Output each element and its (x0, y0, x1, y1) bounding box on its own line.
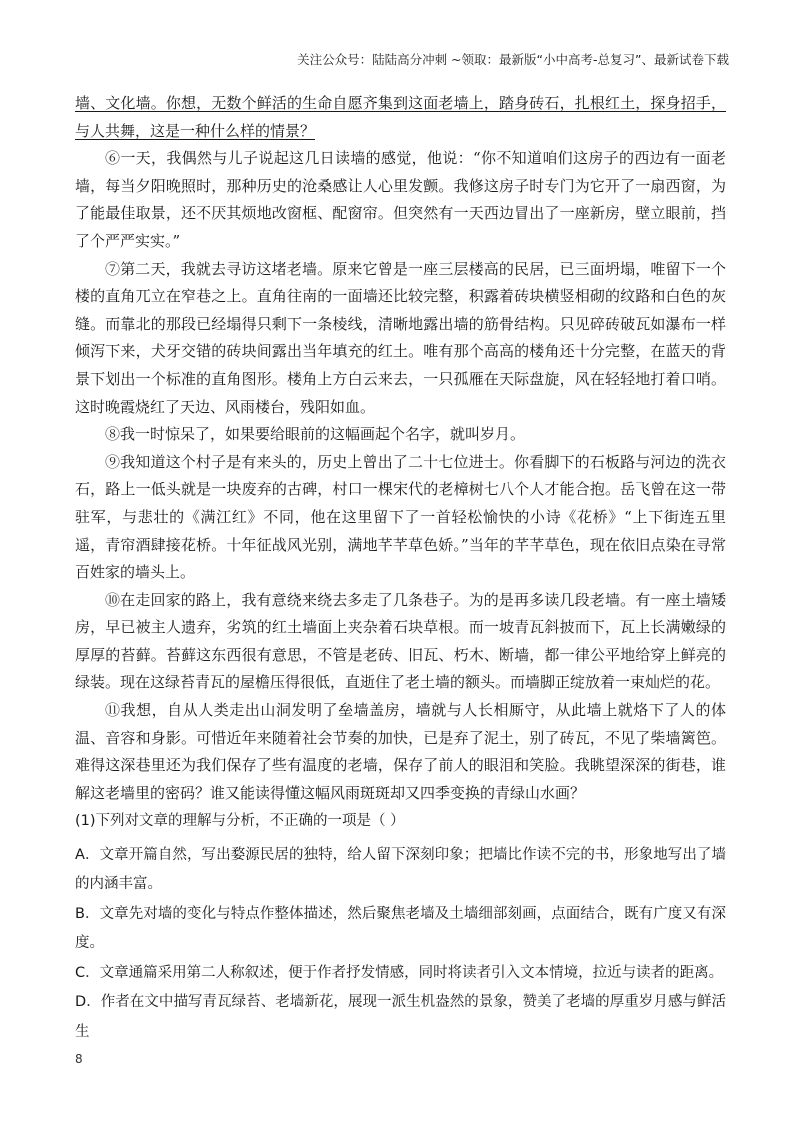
passage-paragraph-7: ⑦第二天，我就去寻访这堵老墙。原来它曾是一座三层楼高的民居，已三面坍塌，唯留下一个楼的直角兀立在窄巷之上。直角往南的一面墙还比较完整，积露着砖块横竖相砌的纹路和白色的灰缝。而靠北的那段已经塌得只剩下一条棱线，清晰地露出墙的筋骨结构。只见碎砖破瓦如瀑布一样倾泻下来，犬牙交错的砖块间露出当年填充的红土。唯有那个高高的楼角还十分完整，在蓝天的背景下划出一个标准的直角图形。楼角上方白云来去，一只孤雁在天际盘旋，风在轻轻地打着口哨。这时晚霞烧红了天边、风雨楼台，残阳如血。 (75, 259, 726, 416)
option-a: A．文章开篇自然，写出婺源民居的独特，给人留下深刻印象；把墙比作读不完的书，形象地写出了墙的内涵丰富。 (75, 846, 726, 893)
question-stem: (1)下列对文章的理解与分析，不正确的一项是（ ） (75, 813, 405, 830)
passage-intro: 墙、文化墙。你想，无数个鲜活的生命自愿齐集到这面老墙上，踏身砖石，扎根红土，探身招手，与人共舞，这是一种什么样的情景？ (75, 94, 726, 140)
page-header: 关注公众号：陆陆高分冲刺 ~领取：最新版“小中高考-总复习”、最新试卷下载 (297, 52, 729, 67)
passage-paragraph-8: ⑧我一时惊呆了，如果要给眼前的这幅画起个名字，就叫岁月。 (105, 425, 526, 444)
passage-paragraph-9: ⑨我知道这个村子是有来头的，历史上曾出了二十七位进士。你看脚下的石板路与河边的洗衣石，路上一低头就是一块废弃的古碑，村口一棵宋代的老樟树七八个人才能合抱。岳飞曾在这一带驻军，与悲壮的《满江红》不同，他在这里留下了一首轻松愉快的小诗《花桥》“上下街连五里遥，青帘酒肆接花桥。十年征战风光别，满地芊芊草色娇。”当年的芊芊草色，现在依旧点染在寻常百姓家的墙头上。 (75, 452, 726, 582)
passage-paragraph-11: ⑪我想，自从人类走出山洞发明了垒墙盖房，墙就与人长相厮守，从此墙上就烙下了人的体温、音容和身影。可惜近年来随着社会节奏的加快，已是弃了泥土，别了砖瓦，不见了柴墙篱笆。难得这深巷里还为我们保存了些有温度的老墙，保存了前人的眼泪和笑脸。我眺望深深的街巷，谁解这老墙里的密码？谁又能读得懂这幅风雨斑斑却又四季变换的青绿山水画？ (75, 701, 726, 802)
question-options (75, 841, 726, 1048)
page-number: 8 (75, 1052, 83, 1066)
passage-paragraph-6: ⑥一天，我偶然与儿子说起这几日读墙的感觉，他说：“你不知道咱们这房子的西边有一面老墙，每当夕阳晚照时，那种历史的沧桑感让人心里发颤。我修这房子时专门为它开了一扇西窗，为了能最佳取景，还不厌其烦地改窗框、配窗帘。但突然有一天西边冒出了一座新房，壁立眼前，挡了个严严实实。” (75, 149, 726, 250)
document-body (75, 90, 726, 1047)
option-b: B．文章先对墙的变化与特点作整体描述，然后聚焦老墙及土墙细部刻画，点面结合，既有广度又有深度。 (75, 905, 726, 952)
passage-paragraph-10: ⑩在走回家的路上，我有意绕来绕去多走了几条巷子。为的是再多读几段老墙。有一座土墙矮房，早已被主人遗弃，劣筑的红土墙面上夹杂着石块草根。而一坡青瓦斜披而下，瓦上长满嫩绿的厚厚的苔藓。苔藓这东西很有意思，不管是老砖、旧瓦、朽木、断墙，都一律公平地给穿上鲜亮的绿装。现在这绿苔青瓦的屋檐压得很低，直逝住了老土墙的额头。而墙脚正绽放着一束灿烂的花。 (75, 590, 726, 692)
option-c: C．文章通篇采用第二人称叙述，便于作者抒发情感，同时将读者引入文本情境，拉近与读者的距离。 (75, 964, 724, 981)
option-d: D．作者在文中描写青瓦绿苔、老墙新花，展现一派生机盎然的景象，赞美了老墙的厚重岁月感与鲜活生 (75, 994, 726, 1040)
